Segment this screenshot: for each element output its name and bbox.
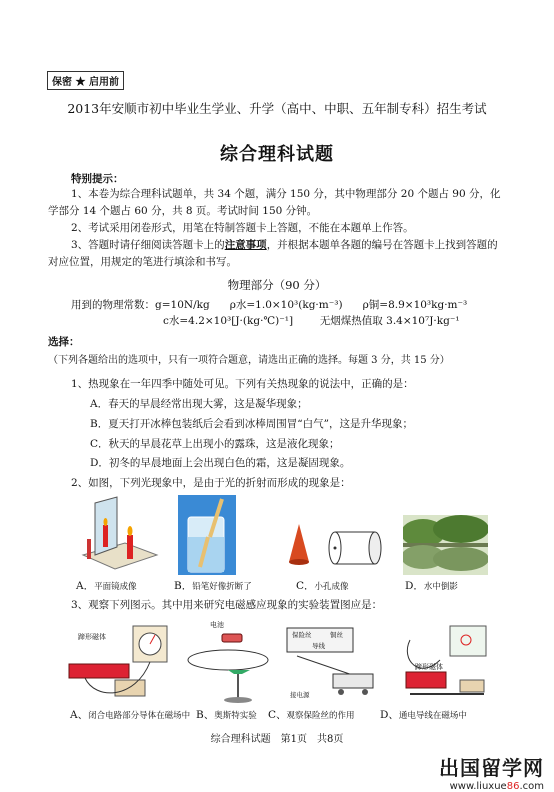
q3-stem: 3、观察下列图示。其中用来研究电磁感应现象的实验装置图应是： [71, 599, 383, 611]
q1-option-c: C．秋天的早晨花草上出现小的露珠，这是液化现象； [90, 438, 340, 450]
battery-label: 电池 [210, 621, 224, 629]
notes-heading: 特别提示： [71, 173, 124, 185]
motor-principle-image [400, 620, 490, 705]
q2-option-c: C．小孔成像 [296, 580, 349, 592]
constants-line-1: 用到的物理常数：g=10N/kg ρ水=1.0×10³(kg·m⁻³) ρ铜=8.9×10³kg·m⁻³ [71, 299, 468, 311]
constants-line-2: c水=4.2×10³[J·(kg·℃)⁻¹] 无烟煤热值取 3.4×10⁷J·kg⁻¹ [163, 315, 460, 327]
water-reflection-image [403, 515, 488, 575]
q2-stem: 2、如图，下列光现象中，是由于光的折射而形成的现象是： [71, 477, 351, 489]
q2-figure-d [403, 515, 488, 575]
q2-option-a: A．平面镜成像 [76, 580, 137, 592]
q3-figure-b [178, 620, 278, 705]
q3-option-d: D、通电导线在磁场中 [380, 709, 467, 721]
magnet-label-a: 蹄形磁体 [78, 633, 106, 641]
pinhole-camera-image [283, 518, 383, 574]
magnet-label-d: 蹄形磁体 [415, 663, 443, 671]
pencil-glass-image [178, 495, 236, 575]
q3-option-c: C、观察保险丝的作用 [268, 709, 355, 721]
choice-heading: 选择： [48, 336, 80, 348]
q1-stem: 1、热现象在一年四季中随处可见。下列有关热现象的说法中，正确的是： [71, 378, 414, 390]
copper-label: 铜丝 [330, 631, 343, 639]
notes-item-1: 1、本卷为综合理科试题单，共 34 个题，满分 150 分，其中物理部分 20 个题占 90 分，化学部分 14 个题占 60 分，共 8 页。考试时间 150 分钟。 [48, 188, 501, 217]
site-watermark [414, 752, 544, 792]
q1-option-a: A．春天的早晨经常出现大雾，这是凝华现象； [90, 398, 308, 410]
q2-option-b: B．铅笔好像折断了 [174, 580, 252, 592]
exam-title: 2013年安顺市初中毕业生学业、升学（高中、中职、五年制专科）招生考试 [67, 101, 487, 116]
q3-option-a: A、闭合电路部分导体在磁场中 [70, 709, 191, 721]
choice-instructions: （下列各题给出的选项中，只有一项符合题意，请选出正确的选择。每题 3 分，共 15 分） [48, 355, 450, 366]
q2-figure-a [75, 495, 160, 575]
page-footer: 综合理科试题 第1页 共8页 [210, 734, 344, 745]
oersted-experiment-image [178, 620, 278, 705]
power-label: 接电源 [290, 691, 310, 699]
q2-option-d: D．水中倒影 [405, 580, 458, 592]
q2-figure-b [178, 495, 236, 575]
q2-figure-c [283, 518, 383, 574]
physics-section-title: 物理部分（90 分） [227, 278, 327, 292]
q1-option-d: D．初冬的早晨地面上会出现白色的霜，这是凝固现象。 [90, 457, 351, 469]
attention-items: 注意事项 [224, 239, 267, 251]
wire-label: 导线 [312, 642, 325, 650]
subject-title: 综合理科试题 [220, 144, 334, 165]
notes-item-2: 2、考试采用闭卷形式，用笔在特制答题卡上答题，不能在本题单上作答。 [71, 222, 414, 234]
watermark-url: www.liuxue86.com [449, 781, 544, 792]
watermark-name: 出国留学网 [439, 756, 544, 780]
secret-label: 保密 ★ 启用前 [47, 71, 124, 90]
notes-item-3: 3、答题时请仔细阅读答题卡上的注意事项，并根据本题单各题的编号在答题卡上找到答题的对应位置，用规定的笔进行填涂和书写。 [48, 239, 498, 268]
q3-figure-d [400, 620, 490, 705]
fuse-label: 保险丝 [292, 631, 312, 639]
q1-option-b: B．夏天打开冰棒包装纸后会看到冰棒周围冒“白气”，这是升华现象； [90, 418, 413, 430]
q3-option-b: B、奥斯特实验 [196, 709, 257, 721]
mirror-candle-image [75, 495, 160, 575]
